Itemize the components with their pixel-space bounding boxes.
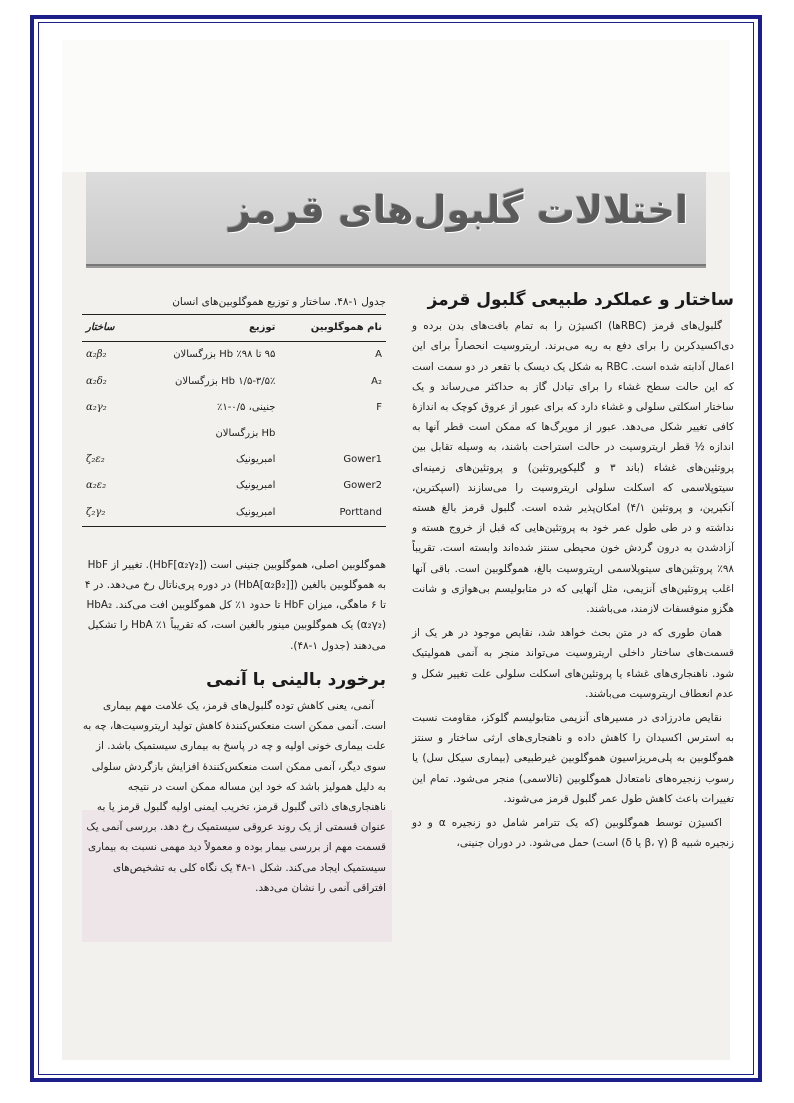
cell-name [279, 421, 386, 447]
paragraph: هموگلوبین اصلی، هموگلوبین جنینی است (HbF[α₂γ₂]). تغییر از HbF به هموگلوبین بالغین ([HbA[α₂β₂]) در دوره پری‌ناتال رخ می‌دهد. در ۴ تا ۶ ماهگی، میزان HbF تا حدود ۱٪ کل هموگلوبین افت می‌کند. HbA₂ (α₂γ₂) یک هموگلوبین مینور بالغین است، که تقریباً ۱٪ HbA را تشکیل می‌دهند (جدول ۱-۴۸). [84, 558, 386, 652]
col-header-name: نام هموگلوبین [279, 315, 386, 342]
hemoglobin-table [82, 314, 386, 527]
cell-dist: ۹۵ تا ۹۸٪ Hb بزرگسالان [173, 349, 276, 361]
cell-dist: جنینی، ۰/۵-۱٪ [216, 401, 276, 413]
cell-struct: α₂β₂ [86, 349, 107, 361]
cell-dist: امبریونیک [131, 500, 279, 527]
table-row [82, 369, 386, 395]
col-header-dist: توزیع [131, 315, 279, 342]
table-header-row [82, 315, 386, 342]
table-row [82, 395, 386, 421]
cell-dist: ۱/۵-۳/۵٪ Hb بزرگسالان [175, 375, 276, 387]
table-row [82, 500, 386, 527]
paragraph: نقایص مادرزادی در مسیرهای آنزیمی متابولیسم گلوکز، مقاومت نسبت به استرس اکسیدان را کاهش داده و ناهنجاری‌های ارثی ساختار و سنتز هموگلوبین به پلی‌مریزاسیون هموگلوبین غیرطبیعی (بیماری سیکل سل) یا رسوب زنجیره‌های نامتعادل هموگلوبین (تالاسمی) منجر می‌شود. تمام این تغییرات باعث کاهش طول عمر گلبول قرمز می‌شوند. [412, 712, 734, 805]
table-row [82, 447, 386, 473]
col-header-struct: ساختار [82, 315, 131, 342]
paragraph: اکسیژن توسط هموگلوبین (که یک تترامر شامل دو زنجیره α و دو زنجیره شبیه β (β، γ یا δ) است) حمل می‌شود. در دوران جنینی، [412, 817, 734, 850]
paragraph: آنمی، یعنی کاهش توده گلبول‌های قرمز، یک علامت مهم بیماری است. آنمی ممکن است منعکس‌کنندهٔ کاهش تولید اریتروسیت‌ها، چه به علت بیماری خونی اولیه و چه در پاسخ به بیماری سیستمیک باشد. از سوی دیگر، آنمی ممکن است منعکس‌کنندهٔ افزایش بازگردش سلولی به دلیل همولیز باشد که خود این مساله ممکن است در نتیجه ناهنجاری‌های ذاتی گلبول قرمز، تخریب ایمنی اولیه گلبول قرمز یا به عنوان قسمتی از یک روند عروقی سیستمیک رخ دهد. بررسی آنمی یک قسمت مهم از بررسی بیمار بوده و معمولاً دید مهمی نسبت به بیماری سیستمیک ایجاد می‌کند. شکل ۱-۴۸ یک نگاه کلی به تشخیص‌های افتراقی آنمی را نشان می‌دهد. [82, 700, 386, 894]
cell-name: Gower1 [343, 454, 382, 466]
chapter-banner [86, 172, 706, 267]
cell-struct: α₂γ₂ [86, 401, 107, 413]
paragraph: همان طوری که در متن بحث خواهد شد، نقایص موجود در هر یک از قسمت‌های ساختار داخلی اریتروسیت می‌تواند منجر به آنمی همولیتیک شود. ناهنجاری‌های غشاء یا پروتئین‌های اسکلت سلولی علت تغییر شکل و عدم انعطاف اریتروسیت می‌باشند. [412, 627, 734, 700]
table-row [82, 421, 386, 447]
cell-struct: α₂δ₂ [86, 375, 107, 387]
left-column [82, 292, 386, 902]
page-top-margin [62, 40, 730, 172]
table-row [82, 342, 386, 369]
hemoglobin-table-block [82, 292, 386, 527]
cell-name: Porttand [279, 500, 386, 527]
cell-struct: α₂ε₂ [86, 480, 107, 492]
section-heading: برخورد بالینی با آنمی [206, 669, 386, 690]
cell-struct [82, 421, 131, 447]
section-heading: ساختار و عملکرد طبیعی گلبول قرمز [427, 290, 734, 310]
cell-name: A₂ [371, 375, 382, 387]
cell-dist: امبریونیک [236, 454, 276, 466]
cell-name: Gower2 [343, 480, 382, 492]
cell-name: A [375, 349, 382, 361]
right-column [412, 290, 734, 857]
paragraph: گلبول‌های قرمز (RBCها) اکسیژن را به تمام بافت‌های بدن برده و دی‌اکسیدکربن را برای دفع به ریه می‌برند. اریتروسیت انحصاراً برای این اعمال آدابته شده است. RBC به شکل یک دیسک با تقعر در دو سمت است که این حالت سطح غشاء را برای تبادل گاز به حداکثر می‌رساند و یک ساختار اسکلتی سلولی و غشاء دارد که برای عبور از عروق کوچک به اندازهٔ کافی تغییر شکل می‌دهد. عبور از مویرگ‌ها که ممکن است قطر آنها به اندازه ½ قطر اریتروسیت در حالت استراحت باشند، به وسیله تقابل بین پروتئین‌های غشاء (باند ۳ و گلیکوپروتئین) و پروتئین‌های زمینه‌ای سیتوپلاسمی که اسکلت سلولی اریتروسیت را می‌سازند (اسپکترین، آنکیرین، و پروتئین ۴/۱) امکان‌پذیر شده است. گلبول قرمز بالغ هسته نداشته و در طی طول عمر خود به پروتئین‌هایی که قبل از خروج هسته و آزادشدن به درون گردش خون محیطی سنتز شده‌اند وابسته است. تقریباً ۹۸٪ پروتئین‌های سیتوپلاسمی اریتروسیت بالغ، هموگلوبین است. باقی آنها اغلب پروتئین‌های آنزیمی، مثل آنهایی که در متابولیسم بی‌هوازی و شانت هگزو منوفسفات لازمند، می‌باشند. [412, 320, 734, 616]
table-row [82, 473, 386, 499]
cell-name: F [376, 401, 382, 413]
cell-dist: Hb بزرگسالان [215, 428, 276, 440]
cell-struct: ζ₂γ₂ [82, 500, 131, 527]
chapter-title: اختلالات گلبول‌های قرمز [229, 188, 688, 232]
banner-rule [86, 266, 706, 268]
table-caption: جدول ۱-۴۸. ساختار و توزیع هموگلوبین‌های انسان [172, 296, 386, 308]
cell-dist: امبریونیک [236, 480, 276, 492]
cell-struct: ζ₂ε₂ [86, 454, 105, 466]
